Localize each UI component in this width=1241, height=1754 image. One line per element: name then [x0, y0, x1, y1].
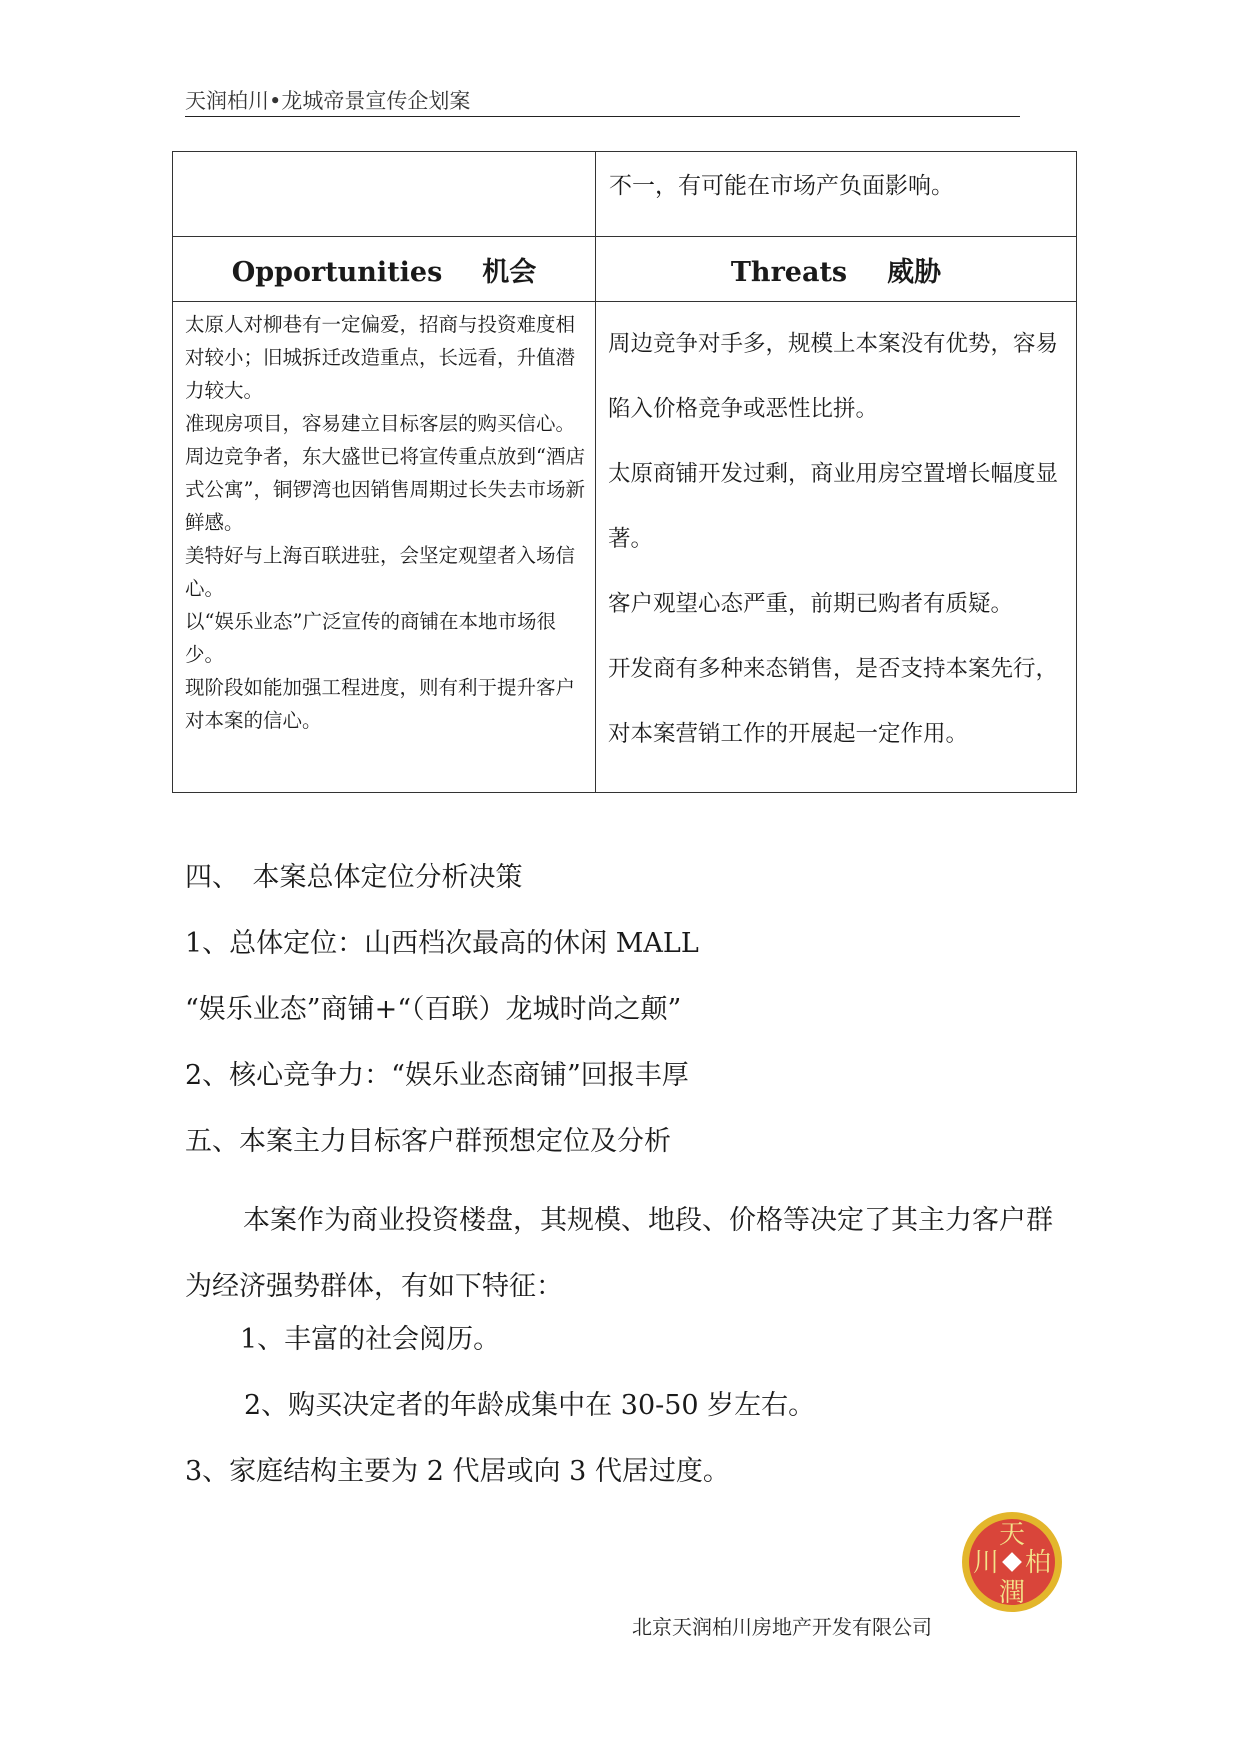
content-row — [173, 302, 1077, 793]
section5-title: 五、本案主力目标客户群预想定位及分析 — [185, 1126, 671, 1157]
opportunity-item: 准现房项目，容易建立目标客层的购买信心。 — [185, 412, 576, 435]
page-header — [185, 86, 1020, 117]
core-competitiveness-item: 2、核心竞争力：“娱乐业态商铺”回报丰厚 — [185, 1060, 689, 1091]
opportunity-item: 美特好与上海百联进驻，会坚定观望者入场信心。 — [185, 544, 576, 600]
header-title: 天润柏川•龙城帝景宣传企划案 — [185, 89, 471, 113]
swot-table — [172, 151, 1077, 793]
previous-left-cell — [173, 152, 596, 237]
threats-title-cn: 威胁 — [887, 256, 942, 288]
positioning-subline: “娱乐业态”商铺+“（百联）龙城时尚之颠” — [185, 994, 682, 1025]
opportunities-title-cn: 机会 — [482, 256, 537, 288]
opportunity-item: 周边竞争者，东大盛世已将宣传重点放到“酒店式公寓”，铜锣湾也因销售周期过长失去市场新鲜感。 — [185, 445, 585, 534]
seal-char-bottom: 潤 — [998, 1578, 1026, 1608]
trait-item: 2、购买决定者的年龄成集中在 30-50 岁左右。 — [244, 1390, 816, 1421]
positioning-item: 1、总体定位：山西档次最高的休闲 MALL — [185, 928, 699, 959]
heading-row — [173, 237, 1077, 302]
seal-char-top: 天 — [998, 1520, 1026, 1550]
opportunities-cell — [173, 302, 596, 793]
opportunities-heading — [173, 237, 596, 302]
section4-title: 四、 本案总体定位分析决策 — [185, 862, 523, 893]
seal-char-right: 柏 — [1024, 1548, 1052, 1578]
trait-item: 1、丰富的社会阅历。 — [240, 1324, 501, 1355]
threats-title-en: Threats — [730, 256, 848, 288]
opportunities-title-en: Opportunities — [231, 256, 443, 288]
footer-company-name: 北京天润柏川房地产开发有限公司 — [632, 1615, 932, 1639]
threat-item: 周边竞争对手多，规模上本案没有优势，容易陷入价格竞争或恶性比拼。 — [608, 331, 1059, 422]
threat-item: 客户观望心态严重，前期已购者有质疑。 — [608, 591, 1014, 617]
threat-item: 开发商有多种来态销售，是否支持本案先行，对本案营销工作的开展起一定作用。 — [608, 656, 1059, 747]
opportunity-item: 以“娱乐业态”广泛宣传的商铺在本地市场很少。 — [185, 610, 556, 666]
company-seal-icon — [960, 1510, 1064, 1614]
threats-cell — [596, 302, 1077, 793]
opportunity-item: 太原人对柳巷有一定偏爱，招商与投资难度相对较小；旧城拆迁改造重点，长远看，升值潜力较大。 — [185, 313, 576, 402]
target-customer-paragraph: 本案作为商业投资楼盘，其规模、地段、价格等决定了其主力客户群为经济强势群体，有如下特征： — [185, 1205, 1053, 1302]
seal-char-left: 川 — [972, 1548, 1000, 1578]
previous-row — [173, 152, 1077, 237]
opportunity-item: 现阶段如能加强工程进度，则有利于提升客户对本案的信心。 — [185, 676, 576, 732]
previous-right-cell: 不一，有可能在市场产负面影响。 — [596, 152, 1077, 237]
threats-heading — [596, 237, 1077, 302]
threat-item: 太原商铺开发过剩，商业用房空置增长幅度显著。 — [608, 461, 1059, 552]
trait-item: 3、家庭结构主要为 2 代居或向 3 代居过度。 — [185, 1456, 730, 1487]
